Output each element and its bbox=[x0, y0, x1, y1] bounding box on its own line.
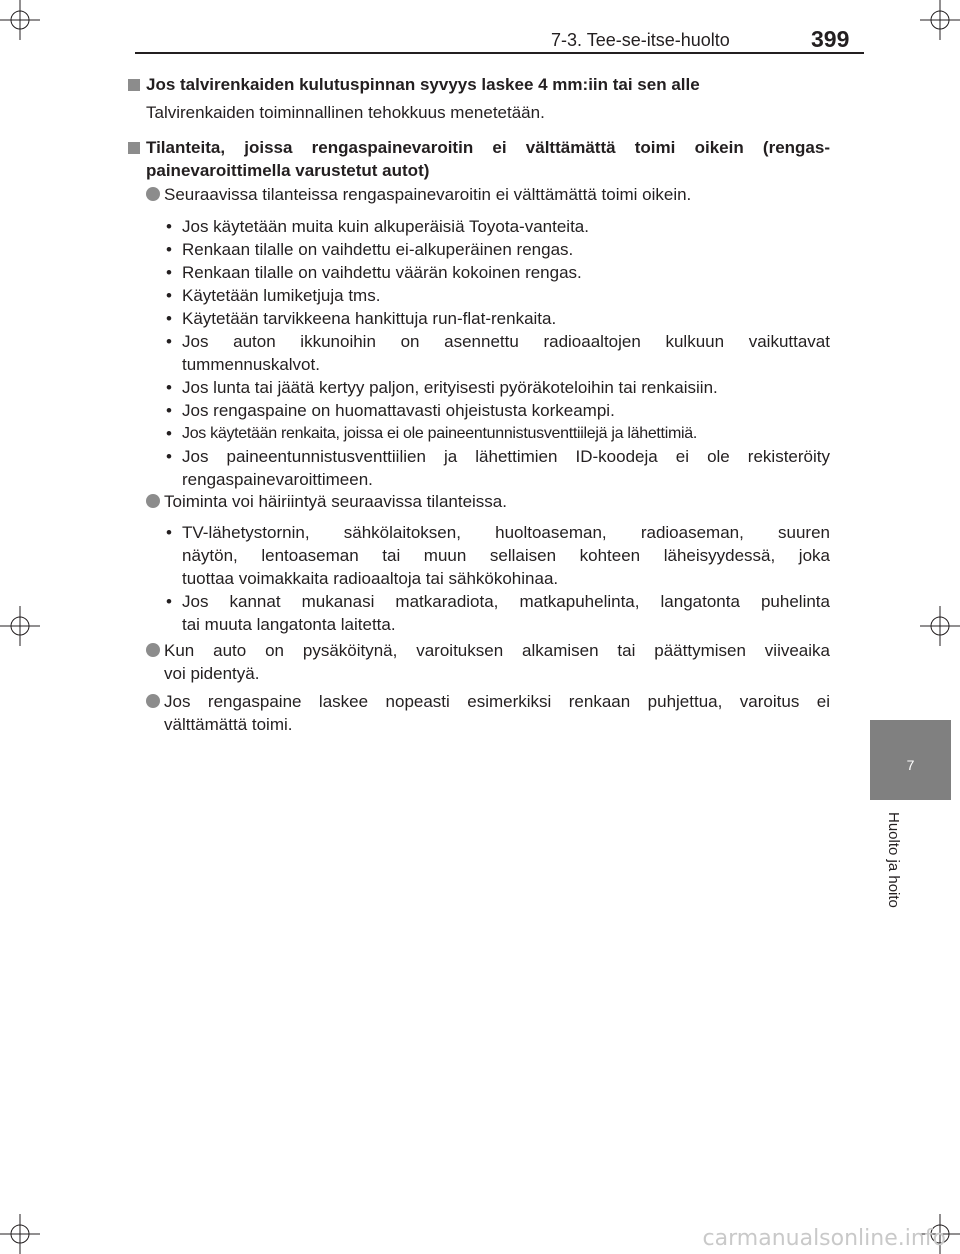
watermark: carmanualsonline.info bbox=[702, 1226, 946, 1251]
list-bullet: • bbox=[166, 263, 172, 282]
registration-mark-icon bbox=[0, 606, 40, 646]
item-interference-intro: Toiminta voi häiriintyä seuraavissa tilanteissa. bbox=[164, 492, 507, 511]
list-bullet: • bbox=[166, 240, 172, 259]
registration-mark-icon bbox=[0, 0, 40, 40]
chapter-number: 7 bbox=[906, 757, 915, 773]
list-bullet: • bbox=[166, 286, 172, 305]
list-item: Jos käytetään muita kuin alkuperäisiä Toyota-vanteita. bbox=[182, 217, 589, 236]
list-item: Jos kannat mukanasi matkaradiota, matkapuhelinta, langatonta puhelinta bbox=[182, 592, 830, 611]
list-item-continuation: tuottaa voimakkaita radioaaltoja tai sähkökohinaa. bbox=[182, 569, 559, 588]
item-rapid-pressure-line2: välttämättä toimi. bbox=[164, 715, 293, 734]
list-item-continuation: tai muuta langatonta laitetta. bbox=[182, 615, 396, 634]
list-item-continuation: tummennuskalvot. bbox=[182, 355, 320, 374]
item-conditions-intro: Seuraavissa tilanteissa rengaspainevaroitin ei välttämättä toimi oikein. bbox=[164, 185, 692, 204]
list-item: Renkaan tilalle on vaihdettu ei-alkuperäinen rengas. bbox=[182, 240, 574, 259]
registration-mark-icon bbox=[0, 1214, 40, 1254]
list-bullet: • bbox=[166, 592, 172, 611]
heading-square-bullet bbox=[128, 79, 140, 91]
circle-bullet-icon bbox=[146, 694, 160, 708]
list-item: Käytetään lumiketjuja tms. bbox=[182, 286, 381, 305]
list-item: Jos rengaspaine on huomattavasti ohjeistusta korkeampi. bbox=[182, 401, 615, 420]
heading-tpms-line2: painevaroittimella varustetut autot) bbox=[146, 161, 430, 180]
list-item: Käytetään tarvikkeena hankittuja run-flat-renkaita. bbox=[182, 309, 557, 328]
heading-square-bullet bbox=[128, 142, 140, 154]
item-parked-delay-line2: voi pidentyä. bbox=[164, 664, 260, 683]
chapter-tab bbox=[870, 720, 951, 800]
heading-tpms-line1: Tilanteita, joissa rengaspainevaroitin ei välttämättä toimi oikein (rengas- bbox=[146, 138, 830, 157]
item-rapid-pressure-line1: Jos rengaspaine laskee nopeasti esimerkiksi renkaan puhjettua, varoitus ei bbox=[164, 692, 830, 711]
registration-mark-icon bbox=[920, 606, 960, 646]
list-item: Jos käytetään renkaita, joissa ei ole paineentunnistusventtiilejä ja lähettimiä. bbox=[182, 425, 697, 442]
paragraph-winter-tires: Talvirenkaiden toiminnallinen tehokkuus menetetään. bbox=[146, 103, 545, 122]
section-title: 7-3. Tee-se-itse-huolto bbox=[551, 30, 730, 50]
list-bullet: • bbox=[166, 309, 172, 328]
item-parked-delay-line1: Kun auto on pysäköitynä, varoituksen alkamisen tai päättymisen viiveaika bbox=[164, 641, 830, 660]
list-bullet: • bbox=[166, 217, 172, 236]
circle-bullet-icon bbox=[146, 643, 160, 657]
list-item-continuation: rengaspainevaroittimeen. bbox=[182, 470, 373, 489]
list-item: Jos paineentunnistusventtiilien ja lähettimien ID-koodeja ei ole rekisteröity bbox=[182, 447, 830, 466]
list-bullet: • bbox=[166, 447, 172, 466]
list-bullet: • bbox=[166, 378, 172, 397]
circle-bullet-icon bbox=[146, 187, 160, 201]
page-number: 399 bbox=[811, 26, 850, 52]
list-bullet: • bbox=[166, 523, 172, 542]
heading-winter-tires: Jos talvirenkaiden kulutuspinnan syvyys laskee 4 mm:iin tai sen alle bbox=[146, 75, 700, 94]
list-item: TV-lähetystornin, sähkölaitoksen, huoltoaseman, radioaseman, suuren bbox=[182, 523, 830, 542]
registration-mark-icon bbox=[920, 0, 960, 40]
chapter-title: Huolto ja hoito bbox=[885, 812, 902, 908]
list-item: Renkaan tilalle on vaihdettu väärän kokoinen rengas. bbox=[182, 263, 582, 282]
list-bullet: • bbox=[166, 401, 172, 420]
list-bullet: • bbox=[166, 332, 172, 351]
circle-bullet-icon bbox=[146, 494, 160, 508]
list-item-continuation: näytön, lentoaseman tai muun sellaisen kohteen läheisyydessä, joka bbox=[182, 546, 830, 565]
list-item: Jos auton ikkunoihin on asennettu radioaaltojen kulkuun vaikuttavat bbox=[182, 332, 830, 351]
list-item: Jos lunta tai jäätä kertyy paljon, erityisesti pyöräkoteloihin tai renkaisiin. bbox=[182, 378, 718, 397]
list-bullet: • bbox=[166, 424, 172, 443]
